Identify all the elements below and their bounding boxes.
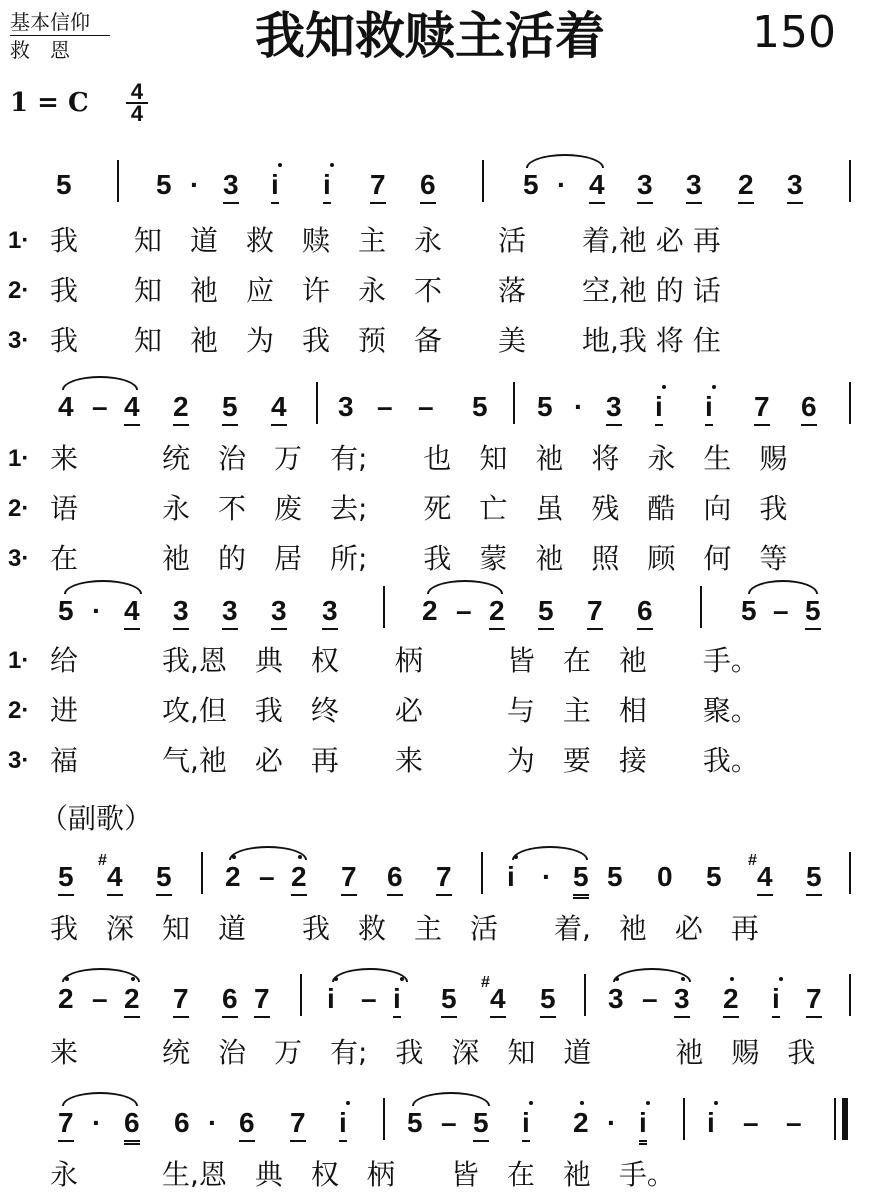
bar-line (683, 1098, 685, 1140)
note: i (507, 861, 515, 892)
note: 2 (173, 390, 189, 426)
note: i (772, 982, 780, 1018)
lyric-line: 福 气,祂 必 再 来 为 要 接 我。 (50, 744, 759, 777)
time-signature (126, 79, 148, 126)
note: 2 (291, 860, 307, 896)
lyric-line: 我 深 知 道 我 救 主 活 着, 祂 必 再 (50, 912, 759, 945)
octave-dot (131, 977, 135, 981)
note: 5 (407, 1107, 423, 1138)
sharp-sign: # (481, 974, 490, 991)
lyric-line: 来 统 治 万 有; 我 深 知 道 祂 赐 我 (50, 1036, 816, 1069)
slur (512, 846, 588, 860)
dash: – (361, 983, 377, 1014)
verse-number: 2· (8, 495, 30, 522)
note: 4 (124, 390, 140, 426)
time-signature-top: 4 (130, 79, 144, 104)
verse-number: 2· (8, 697, 30, 724)
octave-dot (232, 855, 236, 859)
time-signature-bottom: 4 (126, 102, 148, 124)
bar-line (481, 852, 483, 894)
verse-number: 3· (8, 747, 30, 774)
note: i (327, 983, 335, 1014)
augmentation-dot: · (607, 1107, 617, 1138)
note: 3 (608, 983, 624, 1014)
slur (62, 1092, 138, 1106)
note: 4 (107, 860, 123, 896)
augmentation-dot: · (542, 861, 552, 892)
bar-line (383, 586, 385, 628)
note: 6 (239, 1106, 255, 1142)
note: 7 (290, 1106, 306, 1142)
note: 5 (806, 860, 822, 896)
note: i (323, 168, 331, 204)
note: i (271, 168, 279, 204)
note: 6 (174, 1107, 190, 1138)
octave-dot (400, 977, 404, 981)
sharp-sign: # (748, 852, 757, 869)
bar-line (482, 160, 484, 202)
octave-dot (278, 163, 282, 167)
note: 7 (254, 982, 270, 1018)
note: 3 (322, 594, 338, 630)
bar-line (849, 382, 851, 424)
bar-line (383, 1098, 385, 1140)
note: 3 (223, 168, 239, 204)
note: 6 (420, 168, 436, 204)
dash: – (259, 861, 275, 892)
lyric-line: 我 知 祂 为 我 预 备 美 地,我 将 住 (50, 324, 721, 357)
dash: – (377, 391, 393, 422)
note: 3 (637, 168, 653, 204)
final-bar-line-thick (842, 1098, 848, 1140)
note: 5 (741, 595, 757, 626)
note: i (639, 1106, 647, 1145)
augmentation-dot: · (190, 169, 200, 200)
note: 5 (58, 595, 74, 626)
note: 6 (124, 1106, 140, 1145)
note: 5 (540, 982, 556, 1018)
note: i (655, 390, 663, 426)
note: 3 (338, 391, 354, 422)
note: 3 (674, 982, 690, 1018)
note: 5 (473, 1106, 489, 1142)
note: 2 (723, 982, 739, 1018)
note: 5 (607, 861, 623, 892)
note: 7 (58, 1106, 74, 1142)
note: 2 (573, 1107, 589, 1138)
note: 7 (754, 390, 770, 426)
octave-dot (714, 1101, 718, 1105)
bar-line (849, 852, 851, 894)
dash: – (92, 983, 108, 1014)
note: 7 (370, 168, 386, 204)
tie (332, 968, 408, 982)
note: 5 (222, 390, 238, 426)
augmentation-dot: · (557, 169, 567, 200)
tie (229, 846, 307, 860)
note: 2 (58, 983, 74, 1014)
note: 4 (757, 860, 773, 896)
octave-dot (712, 385, 716, 389)
bar-line (849, 160, 851, 202)
octave-dot (298, 855, 302, 859)
note: 7 (806, 982, 822, 1018)
bar-line (584, 974, 586, 1016)
sharp-sign: # (98, 852, 107, 869)
verse-number: 3· (8, 327, 30, 354)
dash: – (92, 391, 108, 422)
refrain-label: （副歌） (40, 802, 153, 835)
key-signature: 1 = C (10, 88, 89, 118)
dash: – (642, 983, 658, 1014)
note: 6 (387, 860, 403, 896)
dash: – (441, 1107, 457, 1138)
note: 4 (490, 982, 506, 1018)
tie (62, 968, 140, 982)
note: 3 (686, 168, 702, 204)
note: 7 (436, 860, 452, 896)
dash: – (418, 391, 434, 422)
octave-dot (779, 977, 783, 981)
hymn-number: 150 (752, 7, 836, 58)
note: 2 (124, 982, 140, 1018)
octave-dot (334, 977, 338, 981)
note: i (339, 1106, 347, 1142)
verse-number: 1· (8, 227, 30, 254)
verse-number: 1· (8, 445, 30, 472)
octave-dot (730, 977, 734, 981)
lyric-line: 我 知 祂 应 许 永 不 落 空,祂 的 话 (50, 274, 721, 307)
note: 6 (801, 390, 817, 426)
tie (427, 580, 503, 594)
augmentation-dot: · (92, 1107, 102, 1138)
note: 4 (271, 390, 287, 426)
note: i (393, 982, 401, 1018)
tie (62, 376, 138, 390)
slur (64, 580, 142, 594)
note: 2 (225, 861, 241, 892)
note: 4 (58, 391, 74, 422)
verse-number: 3· (8, 545, 30, 572)
note: 3 (271, 594, 287, 630)
note: 5 (441, 982, 457, 1018)
category-divider (10, 35, 110, 36)
lyric-line: 给 我,恩 典 权 柄 皆 在 祂 手。 (50, 644, 759, 677)
bar-line (849, 974, 851, 1016)
subcategory-label: 救 恩 (10, 38, 70, 62)
note: 4 (124, 594, 140, 630)
tie (613, 968, 691, 982)
note: 7 (341, 860, 357, 896)
note: 5 (58, 860, 74, 896)
rest: 0 (657, 861, 673, 892)
bar-line (117, 160, 119, 202)
note: 5 (706, 861, 722, 892)
slur (526, 154, 604, 168)
octave-dot (346, 1101, 350, 1105)
bar-line (513, 382, 515, 424)
note: 5 (472, 391, 488, 422)
augmentation-dot: · (208, 1107, 218, 1138)
note: 5 (537, 391, 553, 422)
note: 2 (738, 168, 754, 204)
augmentation-dot: · (92, 595, 102, 626)
note: 5 (156, 169, 172, 200)
lyric-line: 永 生,恩 典 权 柄 皆 在 祂 手。 (50, 1158, 675, 1191)
octave-dot (615, 977, 619, 981)
lyric-line: 进 攻,但 我 终 必 与 主 相 聚。 (50, 694, 759, 727)
octave-dot (580, 1101, 584, 1105)
lyric-line: 语 永 不 废 去; 死 亡 虽 残 酷 向 我 (50, 492, 788, 525)
octave-dot (646, 1101, 650, 1105)
dash: – (786, 1107, 802, 1138)
note: i (707, 1107, 715, 1138)
note: 7 (173, 982, 189, 1018)
tie (748, 580, 818, 594)
note: 6 (637, 594, 653, 630)
note: 5 (538, 594, 554, 630)
note: 2 (422, 595, 438, 626)
note: i (705, 390, 713, 426)
note: i (522, 1106, 530, 1142)
note: 5 (523, 169, 539, 200)
note: 5 (573, 860, 589, 899)
verse-number: 2· (8, 277, 30, 304)
verse-number: 1· (8, 647, 30, 674)
category-label: 基本信仰 (10, 10, 90, 34)
octave-dot (65, 977, 69, 981)
tie (412, 1092, 490, 1106)
note: 6 (222, 982, 238, 1018)
dash: – (773, 595, 789, 626)
note: 5 (56, 169, 72, 200)
lyric-line: 来 统 治 万 有; 也 知 祂 将 永 生 赐 (50, 442, 788, 475)
bar-line (201, 852, 203, 894)
lyric-line: 在 祂 的 居 所; 我 蒙 祂 照 顾 何 等 (50, 542, 788, 575)
augmentation-dot: · (574, 391, 584, 422)
dash: – (743, 1107, 759, 1138)
bar-line (700, 586, 702, 628)
hymn-title: 我知救赎主活着 (255, 7, 605, 65)
note: 3 (222, 594, 238, 630)
octave-dot (514, 855, 518, 859)
octave-dot (330, 163, 334, 167)
final-bar-line-thin (834, 1098, 836, 1140)
note: 3 (173, 594, 189, 630)
note: 5 (805, 594, 821, 630)
bar-line (300, 974, 302, 1016)
note: 7 (587, 594, 603, 630)
note: 3 (787, 168, 803, 204)
octave-dot (681, 977, 685, 981)
note: 2 (489, 594, 505, 630)
bar-line (316, 382, 318, 424)
octave-dot (662, 385, 666, 389)
note: 3 (606, 390, 622, 426)
dash: – (456, 595, 472, 626)
note: 5 (156, 860, 172, 896)
lyric-line: 我 知 道 救 赎 主 永 活 着,祂 必 再 (50, 224, 721, 257)
note: 4 (589, 168, 605, 204)
octave-dot (529, 1101, 533, 1105)
